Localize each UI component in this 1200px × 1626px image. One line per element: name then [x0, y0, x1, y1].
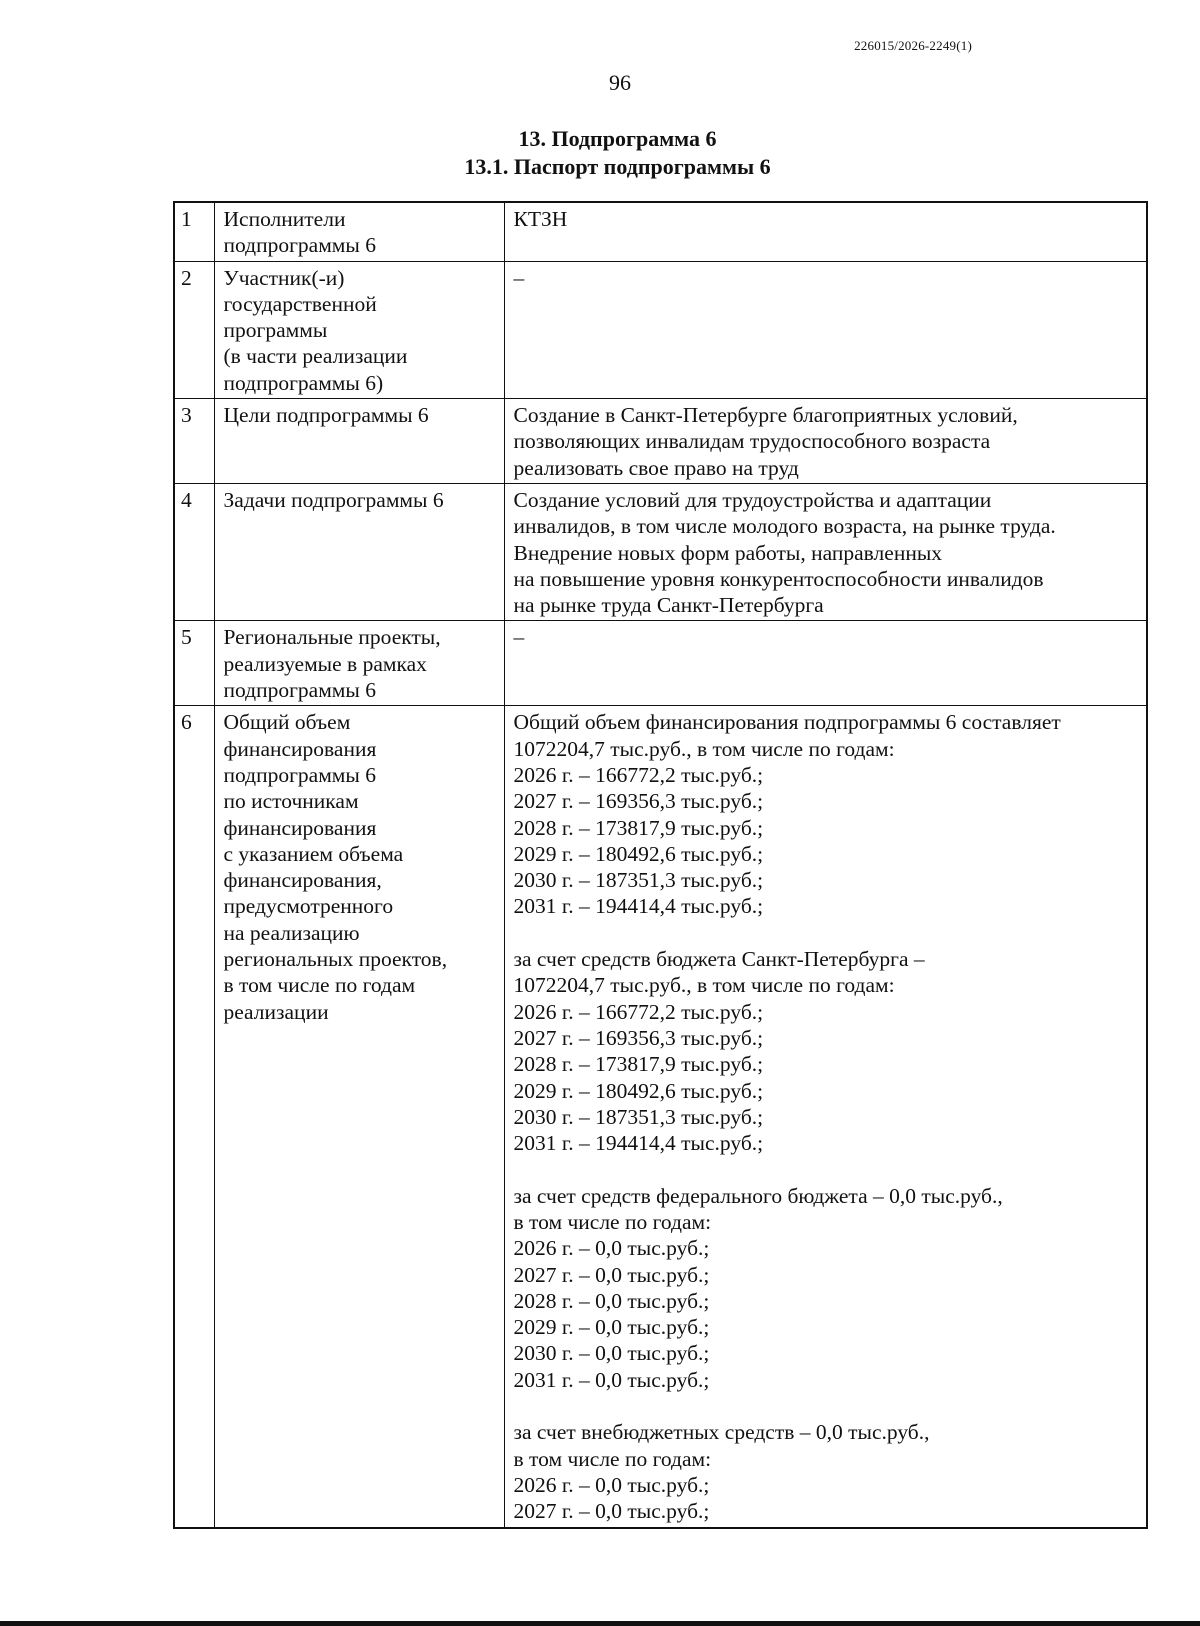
row-label: [214, 261, 504, 398]
value-line: 2026 г. – 0,0 тыс.руб.;: [513, 1236, 710, 1261]
label-line: подпрограммы 6: [223, 233, 376, 258]
row-label: [214, 706, 504, 1528]
label-line: Цели подпрограммы 6: [223, 403, 429, 428]
row-value: [504, 621, 1147, 706]
value-line: инвалидов, в том числе молодого возраста, на рынке труда.: [513, 514, 1056, 539]
label-line: финансирования,: [223, 868, 382, 893]
label-line: Общий объем: [223, 710, 351, 735]
paragraph-gap: [514, 1156, 1139, 1182]
table-row: [174, 261, 1147, 398]
row-label: [214, 202, 504, 261]
value-line: 2031 г. – 194414,4 тыс.руб.;: [513, 894, 764, 919]
value-line: 2031 г. – 194414,4 тыс.руб.;: [513, 1131, 764, 1156]
value-line: 2026 г. – 166772,2 тыс.руб.;: [513, 762, 764, 787]
label-line: на реализацию: [223, 920, 360, 945]
row-value: [504, 483, 1147, 620]
row-value: [504, 202, 1147, 261]
value-line: 2026 г. – 0,0 тыс.руб.;: [513, 1472, 710, 1497]
label-line: (в части реализации: [223, 344, 408, 369]
value-line: в том числе по годам:: [513, 1209, 712, 1234]
label-line: финансирования: [223, 815, 377, 840]
value-line: 2027 г. – 0,0 тыс.руб.;: [513, 1499, 710, 1524]
value-line: Создание в Санкт-Петербурге благоприятных условий,: [513, 403, 1018, 428]
value-line: 2028 г. – 173817,9 тыс.руб.;: [513, 1052, 764, 1077]
value-line: 1072204,7 тыс.руб., в том числе по годам:: [513, 736, 895, 761]
subsection-title: 13.1. Паспорт подпрограммы 6: [464, 154, 771, 179]
label-line: подпрограммы 6: [223, 678, 376, 703]
row-label: [214, 399, 504, 484]
value-line: на рынке труда Санкт-Петербурга: [513, 593, 824, 618]
value-line: 2029 г. – 180492,6 тыс.руб.;: [513, 1078, 764, 1103]
label-line: Задачи подпрограммы 6: [223, 487, 444, 512]
value-line: 2027 г. – 169356,3 тыс.руб.;: [513, 1025, 764, 1050]
value-line: на повышение уровня конкурентоспособности инвалидов: [513, 566, 1044, 591]
passport-table-body: [174, 202, 1147, 1528]
row-label: [214, 483, 504, 620]
subprogram-passport-table: [173, 201, 1148, 1529]
label-line: программы: [223, 318, 328, 343]
row-number: 6: [174, 706, 214, 1528]
row-value: [504, 399, 1147, 484]
value-line: за счет средств федерального бюджета – 0,0 тыс.руб.,: [513, 1183, 1003, 1208]
label-line: по источникам: [223, 789, 359, 814]
value-line: Создание условий для трудоустройства и адаптации: [513, 487, 992, 512]
value-line: 2031 г. – 0,0 тыс.руб.;: [513, 1367, 710, 1392]
value-line: 2027 г. – 0,0 тыс.руб.;: [513, 1262, 710, 1287]
table-row: [174, 202, 1147, 261]
value-line: 2029 г. – 180492,6 тыс.руб.;: [513, 841, 764, 866]
row-number: 2: [174, 261, 214, 398]
label-line: подпрограммы 6): [223, 370, 384, 395]
value-line: 2029 г. – 0,0 тыс.руб.;: [513, 1315, 710, 1340]
label-line: финансирования: [223, 736, 377, 761]
row-number: 1: [174, 202, 214, 261]
value-line: 2028 г. – 173817,9 тыс.руб.;: [513, 815, 764, 840]
table-row: [174, 621, 1147, 706]
page-bottom-border: [0, 1621, 1200, 1626]
label-line: государственной: [223, 291, 377, 316]
label-line: Исполнители: [223, 207, 346, 231]
label-line: региональных проектов,: [223, 947, 448, 972]
label-line: с указанием объема: [223, 841, 404, 866]
section-title: 13. Подпрограмма 6: [518, 126, 717, 151]
value-line: позволяющих инвалидам трудоспособного возраста: [513, 429, 991, 454]
page-number: 96: [609, 70, 631, 95]
label-line: в том числе по годам: [223, 973, 416, 998]
paragraph-gap: [514, 920, 1139, 946]
value-line: КТЗН: [513, 207, 568, 231]
table-row: [174, 706, 1147, 1528]
document-registration-number: 226015/2026-2249(1): [854, 38, 972, 53]
value-line: за счет внебюджетных средств – 0,0 тыс.руб.,: [513, 1420, 930, 1445]
value-line: 2030 г. – 0,0 тыс.руб.;: [513, 1341, 710, 1366]
label-line: реализации: [223, 999, 329, 1024]
value-line: 2027 г. – 169356,3 тыс.руб.;: [513, 789, 764, 814]
value-line: реализовать свое право на труд: [513, 455, 799, 480]
label-line: реализуемые в рамках: [223, 651, 427, 676]
label-line: Участник(-и): [223, 265, 345, 290]
value-line: в том числе по годам:: [513, 1446, 712, 1471]
label-line: предусмотренного: [223, 894, 394, 919]
value-line: 1072204,7 тыс.руб., в том числе по годам:: [513, 973, 895, 998]
value-line: 2026 г. – 166772,2 тыс.руб.;: [513, 999, 764, 1024]
row-number: 5: [174, 621, 214, 706]
row-label: [214, 621, 504, 706]
label-line: подпрограммы 6: [223, 762, 376, 787]
row-value: [504, 261, 1147, 398]
table-row: [174, 399, 1147, 484]
value-line: 2028 г. – 0,0 тыс.руб.;: [513, 1288, 710, 1313]
value-line: –: [513, 265, 525, 290]
value-line: Внедрение новых форм работы, направленных: [513, 540, 943, 565]
value-line: 2030 г. – 187351,3 тыс.руб.;: [513, 1104, 764, 1129]
row-number: 3: [174, 399, 214, 484]
value-line: 2030 г. – 187351,3 тыс.руб.;: [513, 868, 764, 893]
value-line: –: [513, 625, 525, 650]
value-line: за счет средств бюджета Санкт-Петербурга –: [513, 947, 925, 972]
label-line: Региональные проекты,: [223, 625, 441, 650]
table-row: [174, 483, 1147, 620]
row-value: [504, 706, 1147, 1528]
value-line: Общий объем финансирования подпрограммы 6 составляет: [513, 710, 1061, 735]
row-number: 4: [174, 483, 214, 620]
paragraph-gap: [514, 1393, 1139, 1419]
